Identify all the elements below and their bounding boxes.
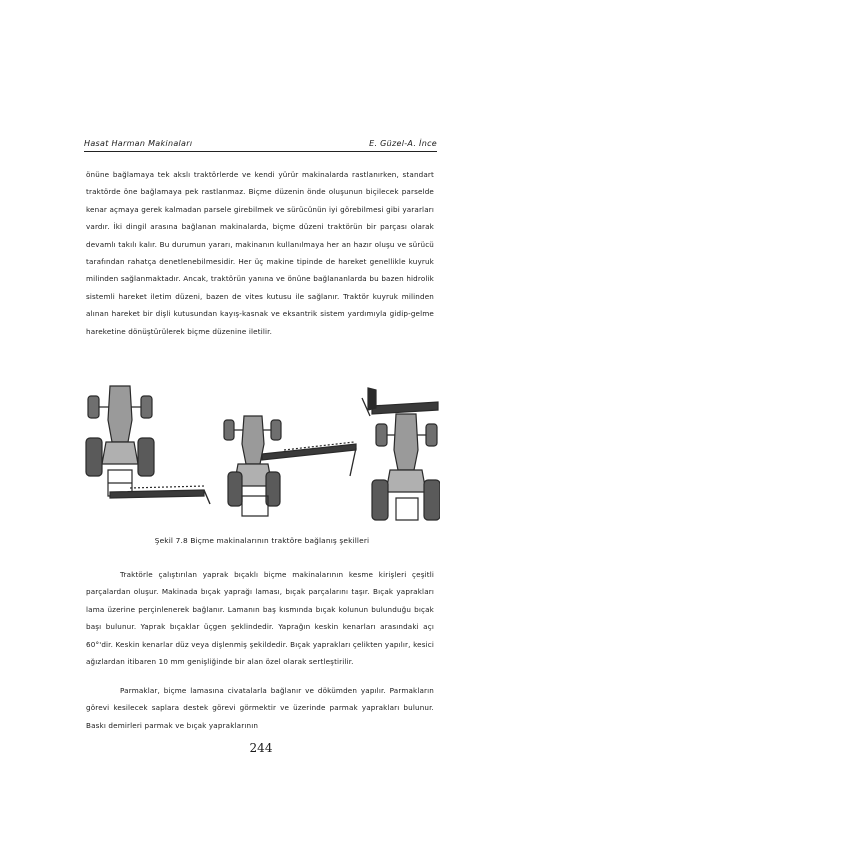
running-header (84, 139, 437, 152)
page-number (0, 741, 842, 755)
header-authors: E. Güzel-A. İnce (369, 139, 437, 148)
paragraph-3: Parmaklar, biçme lamasına civatalarla bağlanır ve dökümden yapılır. Parmakların görevi kesilecek saplara destek görevi görmektir ve üzerinde parmak yaprakları bulunur. Baskı demirleri parmak ve bıçak yapraklarının (86, 686, 434, 730)
paragraph-2: Traktörle çalıştırılan yaprak bıçaklı biçme makinalarının kesme kirişleri çeşitli parçalardan oluşur. Makinada bıçak yaprağı laması, bıçak parçalarını taşır. Bıçak yaprakları lama üzerine perçinlenerek bağlanır. Lamanın baş kısmında bıçak kolunun bulunduğu bıçak başı bulunur. Yaprak bıçaklar üçgen şeklindedir. Yaprağın keskin kenarları arasındaki açı 60°'dir. Keskin kenarlar düz veya dişlenmiş şekildedir. Bıçak yaprakları çelikten yapılır, kesici ağızlardan itibaren 10 mm genişliğinde bir alan özel olarak sertleştirilir. (86, 570, 434, 667)
paragraph-1: önüne bağlamaya tek akslı traktörlerde ve kendi yürür makinalarda rastlanırken, standart traktörde öne bağlamaya pek rastlanmaz. Biçme düzenin önde oluşunun biçilecek parselde kenar açmaya gerek kalmadan parsele girebilmek ve sürücünün iyi görebilmesi gibi yararları vardır. İki dingil arasına bağlanan makinalarda, biçme düzeni traktörün bir parçası olarak devamlı takılı kalır. Bu durumun yararı, makinanın kullanılmaya her an hazır oluşu ve sürücü tarafından rahatça denetlenebilmesidir. Her üç makine tipinde de hareket genellikle kuyruk milinden sağlanmaktadır. Ancak, traktörün yanına ve önüne bağlananlarda bu bazen hidrolik sistemli hareket iletim düzeni, bazen de vites kutusu ile sağlanır. Traktör kuyruk milinden alınan hareket bir dişli kutusundan kayış-kasnak ve eksantrik sistem yardımıyla gidip-gelme hareketine dönüştürülerek biçme düzenine iletilir. (86, 170, 434, 336)
rear-mounted-mower-illustration (86, 386, 210, 504)
header-book-title: Hasat Harman Makinaları (84, 139, 193, 148)
page-number-text: 244 (249, 741, 273, 755)
tractor-mower-figure (84, 380, 440, 526)
figure-caption: Şekil 7.8 Biçme makinalarının traktöre bağlanış şekilleri (154, 536, 370, 545)
mid-mounted-mower-illustration (224, 416, 356, 516)
front-mounted-mower-illustration (362, 388, 440, 520)
